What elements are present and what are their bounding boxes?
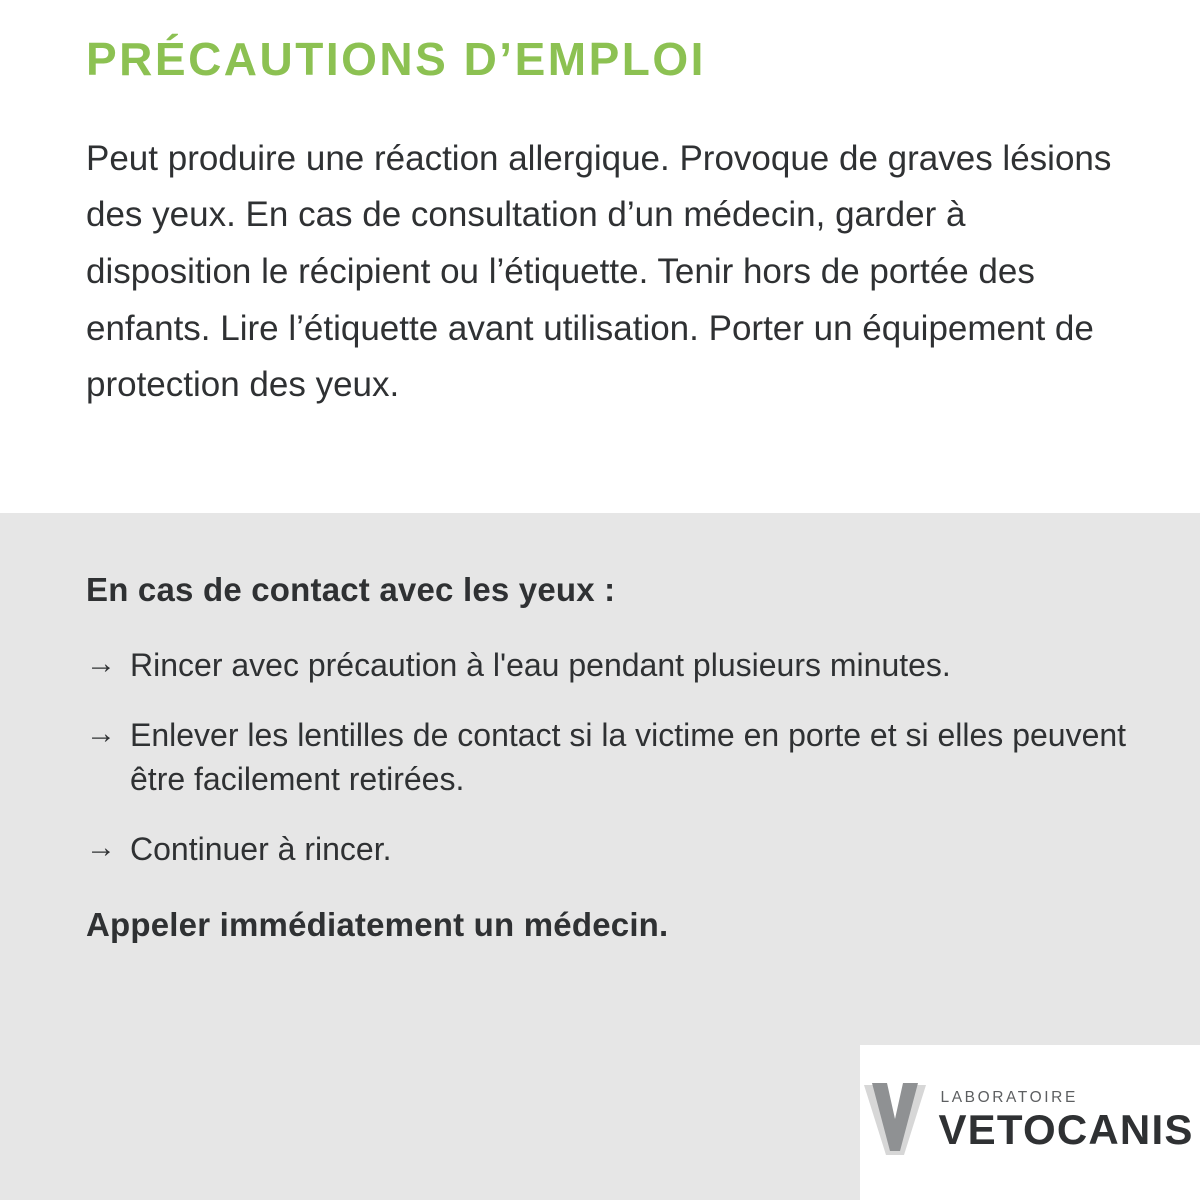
list-item xyxy=(86,827,1130,871)
v-mark-icon xyxy=(862,1081,928,1159)
arrow-right-icon: → xyxy=(86,717,116,751)
call-doctor-note: Appeler immédiatement un médecin. xyxy=(86,905,669,943)
logo-brand-label: VETOCANIS xyxy=(938,1105,1194,1153)
arrow-right-icon: → xyxy=(86,647,116,680)
logo-text xyxy=(938,1089,1193,1151)
precautions-section xyxy=(0,0,1200,513)
logo-laboratoire-label: LABORATOIRE xyxy=(940,1088,1078,1106)
eye-contact-heading: En cas de contact avec les yeux : xyxy=(86,571,616,608)
list-item xyxy=(86,713,1130,801)
list-item-label: Enlever les lentilles de contact si la victime en porte et si elles peuvent être facilement retirées. xyxy=(130,717,1127,798)
list-item xyxy=(86,643,1130,687)
list-item-label: Rincer avec précaution à l'eau pendant plusieurs minutes. xyxy=(130,647,951,683)
brand-logo xyxy=(860,1045,1200,1200)
list-item-label: Continuer à rincer. xyxy=(130,831,392,868)
precautions-paragraph: Peut produire une réaction allergique. Provoque de graves lésions des yeux. En cas de consultation d’un médecin, garder à disposition le récipient ou l’étiquette. Tenir hors de portée des enfants. Lire l’étiquette avant utilisation. Porter un équipement de protection des yeux. xyxy=(86,138,1112,405)
eye-contact-step-list xyxy=(86,643,1130,872)
page-title: PRÉCAUTIONS D’EMPLOI xyxy=(86,33,706,85)
arrow-right-icon: → xyxy=(86,831,116,865)
logo-inner xyxy=(852,1081,1200,1165)
